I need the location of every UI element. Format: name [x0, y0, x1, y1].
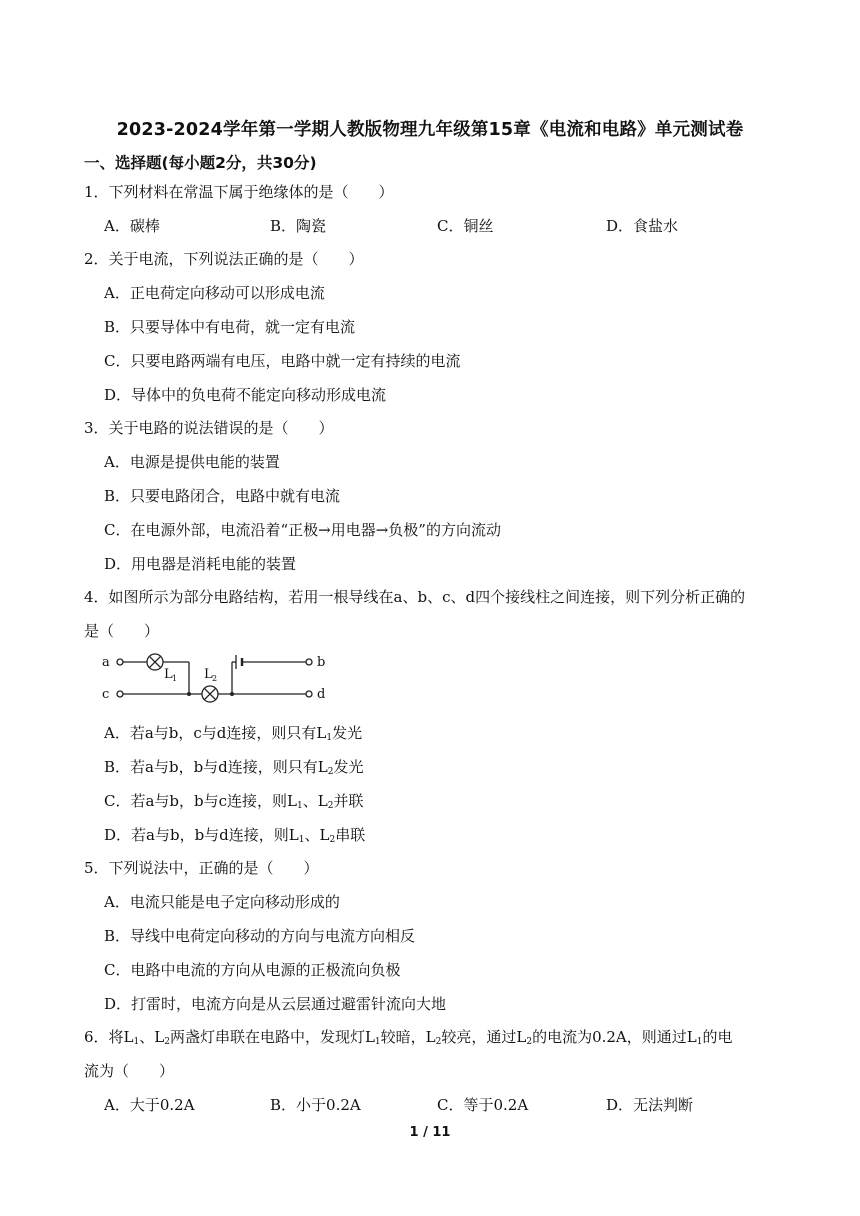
question-6-stem-line1: 6．将$L_1$、$L_2$两盏灯串联在电路中，发现灯$L_1$较暗，$L_2$较亮，通过$L_2$的电流为0.2A，则通过$L_1$的电	[84, 1028, 733, 1047]
q3-option-c: C．在电源外部，电流沿着“正极→用电器→负极”的方向流动	[104, 521, 501, 539]
label-d: d	[317, 687, 326, 702]
q6-option-c: C．等于0.2A	[437, 1096, 529, 1114]
question-4-stem-line1: 4．如图所示为部分电路结构，若用一根导线在a、b、c、d四个接线柱之间连接，则下列分析正确的	[84, 588, 746, 606]
section-heading: 一、选择题(每小题2分，共30分)	[84, 154, 317, 172]
q5-option-a: A．电流只能是电子定向移动形成的	[104, 893, 340, 911]
q6-option-d: D．无法判断	[606, 1096, 694, 1114]
q2-option-c: C．只要电路两端有电压，电路中就一定有持续的电流	[104, 352, 461, 370]
q3-option-a: A．电源是提供电能的装置	[104, 453, 280, 471]
label-c: c	[102, 687, 110, 702]
label-a: a	[102, 655, 110, 670]
question-5-stem: 5．下列说法中，正确的是（ ）	[84, 859, 319, 877]
page-number: 1 / 11	[409, 1125, 451, 1140]
q6-option-b: B．小于0.2A	[270, 1096, 361, 1114]
q4-option-b: B．若a与b，b与d连接，则只有$L_2$发光	[104, 758, 364, 777]
q2-option-b: B．只要导体中有电荷，就一定有电流	[104, 318, 356, 336]
q4-option-a: A．若a与b，c与d连接，则只有$L_1$发光	[104, 724, 363, 743]
terminal-d	[306, 691, 312, 697]
terminal-c	[117, 691, 123, 697]
q3-option-b: B．只要电路闭合，电路中就有电流	[104, 487, 341, 505]
label-l2-sub: 2	[212, 674, 218, 683]
label-l1: L	[164, 667, 173, 682]
q6-option-a: A．大于0.2A	[104, 1096, 195, 1114]
q5-option-b: B．导线中电荷定向移动的方向与电流方向相反	[104, 927, 416, 945]
label-b: b	[317, 655, 326, 670]
q5-option-c: C．电路中电流的方向从电源的正极流向负极	[104, 961, 401, 979]
q1-option-b: B．陶瓷	[270, 217, 327, 235]
q2-option-d: D．导体中的负电荷不能定向移动形成电流	[104, 386, 387, 404]
q5-option-d: D．打雷时，电流方向是从云层通过避雷针流向大地	[104, 995, 447, 1013]
page-title: 2023-2024学年第一学期人教版物理九年级第15章《电流和电路》单元测试卷	[116, 120, 744, 140]
question-2-stem: 2．关于电流，下列说法正确的是（ ）	[84, 250, 364, 268]
label-l2: L	[204, 667, 213, 682]
q4-option-c: C．若a与b，b与c连接，则$L_1$、$L_2$并联	[104, 792, 364, 811]
circuit-diagram	[100, 646, 330, 708]
q4-option-d: D．若a与b，b与d连接，则$L_1$、$L_2$串联	[104, 826, 366, 845]
q3-option-d: D．用电器是消耗电能的装置	[104, 555, 297, 573]
question-6-stem-line2: 流为（ ）	[84, 1062, 175, 1080]
q1-option-c: C．铜丝	[437, 217, 494, 235]
label-l1-sub: 1	[172, 674, 178, 683]
q1-option-a: A．碳棒	[104, 217, 160, 235]
terminal-a	[117, 659, 123, 665]
q1-option-d: D．食盐水	[606, 217, 679, 235]
terminal-b	[306, 659, 312, 665]
question-3-stem: 3．关于电路的说法错误的是（ ）	[84, 419, 334, 437]
q2-option-a: A．正电荷定向移动可以形成电流	[104, 284, 325, 302]
question-1-stem: 1．下列材料在常温下属于绝缘体的是（ ）	[84, 183, 394, 201]
question-4-stem-line2: 是（ ）	[84, 622, 160, 640]
